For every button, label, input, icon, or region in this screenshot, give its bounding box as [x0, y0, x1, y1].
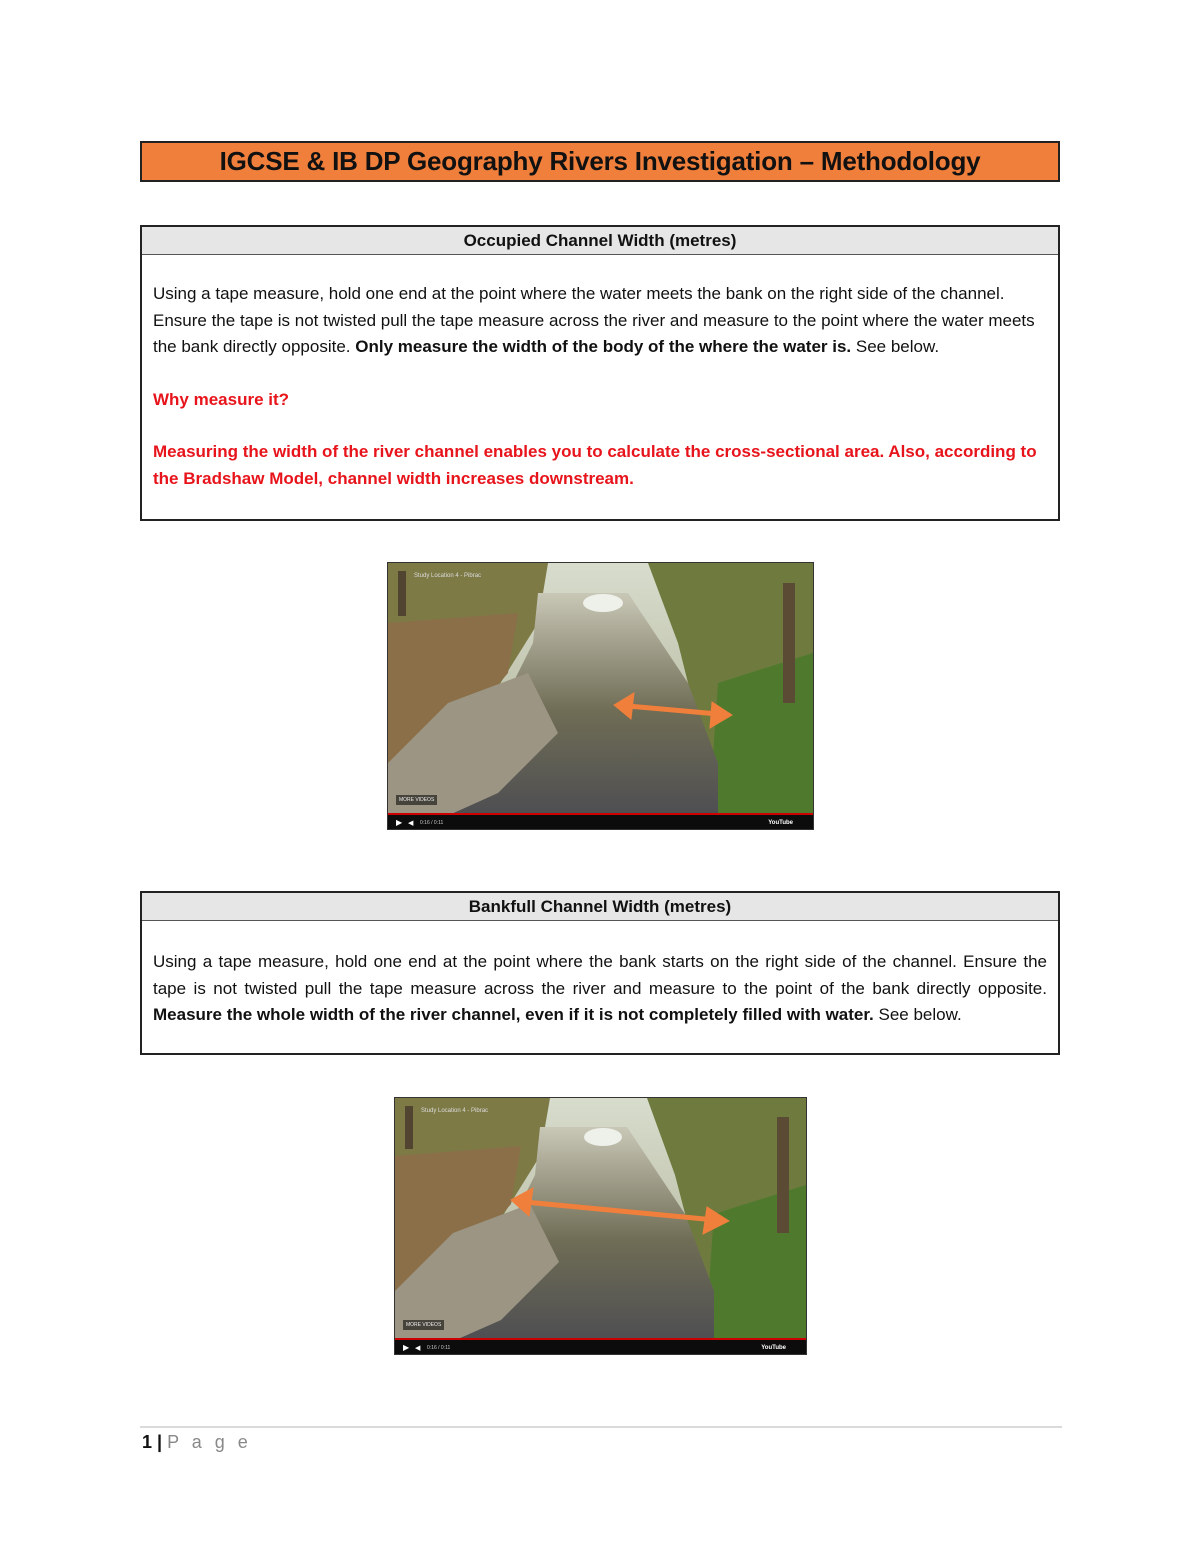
occupied-width-body	[142, 255, 1058, 492]
occupied-width-text: Using a tape measure, hold one end at the point where the water meets the bank on the right side of the channel. Ensure the tape is not twisted pull the tape measure across the river and measure to the point where the water meets the bank directly opposite.	[153, 284, 1035, 356]
occupied-width-paragraph	[153, 281, 1047, 361]
bankfull-width-text: Using a tape measure, hold one end at the point where the bank starts on the right side of the channel. Ensure the tape is not twisted pull the tape measure across the river and measure to the point of the bank directly opposite.	[153, 952, 1047, 998]
more-videos-button[interactable]: MORE VIDEOS	[403, 1320, 444, 1330]
volume-icon[interactable]: ◀	[408, 820, 414, 827]
page-footer	[142, 1432, 252, 1453]
river-photo	[388, 563, 813, 829]
video-title: Study Location 4 - Pibrac	[421, 1108, 489, 1114]
bankfull-width-body	[142, 921, 1058, 1029]
occupied-width-see-below: See below.	[851, 337, 940, 356]
footer-divider	[140, 1426, 1062, 1428]
play-icon[interactable]: ▶	[403, 1343, 410, 1352]
occupied-width-header: Occupied Channel Width (metres)	[142, 227, 1058, 255]
footer-separator: |	[157, 1432, 163, 1452]
video-time: 0:16 / 0:11	[427, 1345, 451, 1351]
video-time: 0:16 / 0:11	[420, 820, 444, 826]
bankfull-width-box	[140, 891, 1060, 1055]
bankfull-width-bold-text: Measure the whole width of the river channel, even if it is not completely filled with water.	[153, 1005, 874, 1024]
bankfull-width-see-below: See below.	[873, 1005, 962, 1024]
river-video-occupied[interactable]	[387, 562, 814, 830]
video-controls	[388, 815, 813, 829]
page-label: P a g e	[167, 1432, 252, 1452]
volume-icon[interactable]: ◀	[415, 1345, 421, 1352]
youtube-logo[interactable]: YouTube	[768, 820, 793, 826]
why-measure-text: Measuring the width of the river channel enables you to calculate the cross-sectional area. Also, according to the Bradshaw Model, channel width increases downstream.	[153, 442, 1037, 488]
page-number: 1	[142, 1432, 153, 1452]
play-icon[interactable]: ▶	[396, 818, 403, 827]
video-title: Study Location 4 - Pibrac	[414, 573, 482, 579]
bankfull-width-header: Bankfull Channel Width (metres)	[142, 893, 1058, 921]
occupied-width-bold-text: Only measure the width of the body of the where the water is.	[355, 337, 852, 356]
river-photo	[395, 1098, 806, 1354]
bankfull-width-paragraph	[153, 949, 1047, 1029]
video-controls	[395, 1340, 806, 1354]
more-videos-button[interactable]: MORE VIDEOS	[396, 795, 437, 805]
document-title: IGCSE & IB DP Geography Rivers Investigation – Methodology	[140, 141, 1060, 182]
river-video-bankfull[interactable]	[394, 1097, 807, 1355]
occupied-width-box	[140, 225, 1060, 521]
why-measure-heading: Why measure it?	[153, 389, 290, 409]
youtube-logo[interactable]: YouTube	[761, 1345, 786, 1351]
